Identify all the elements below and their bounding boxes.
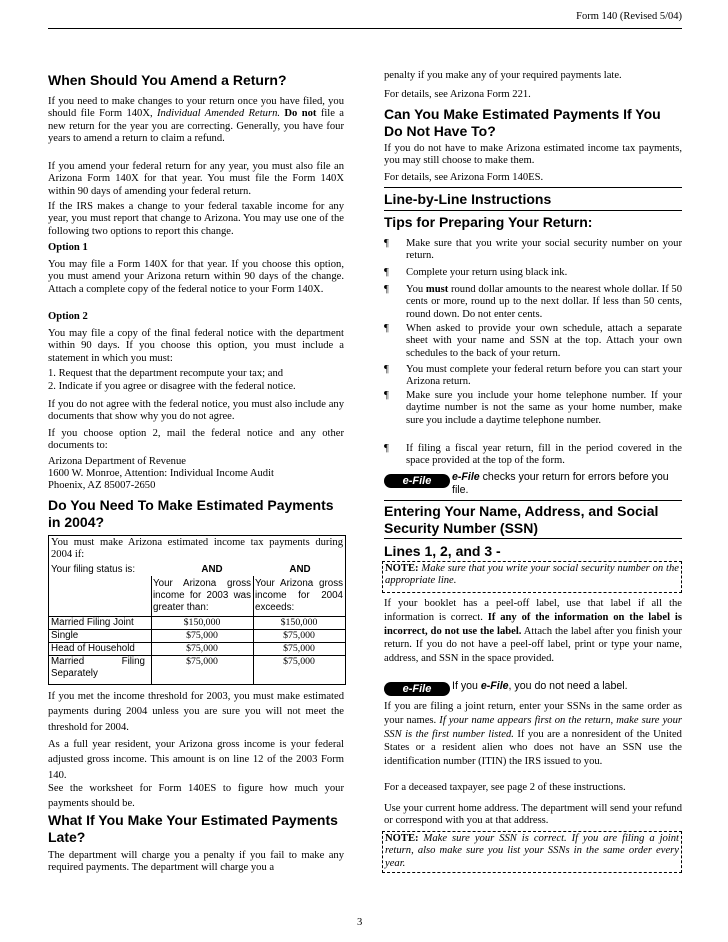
row-2004-threshold: $75,000 [283, 656, 315, 667]
row-status: Married Filing Joint [51, 617, 134, 628]
row-2004-threshold: $150,000 [280, 617, 318, 628]
page-number: 3 [357, 917, 363, 928]
and-label-1: AND [201, 564, 223, 575]
section-rule [384, 187, 682, 188]
pilcrow-icon: ¶ [384, 323, 389, 334]
joint-italic: If your name appears first on the return, make sure your SSN is the first number listed. [384, 714, 682, 740]
note-box-ssn [382, 561, 682, 593]
tip-2: Complete your return using black ink. [406, 267, 568, 278]
filing-status-label: Your filing status is: [51, 564, 136, 575]
peel-b: Attach the label after you finish your return. If you do not have a peel-off label, print or type your name, address, and SSN in the space provided. [384, 625, 682, 665]
row-status: Head of Household [51, 643, 135, 654]
estimated-payments-table [48, 535, 346, 685]
address-line-2: 1600 W. Monroe, Attention: Individual Income Audit [48, 468, 274, 479]
form-140x-title: Individual Amended Return. [157, 108, 281, 120]
row-2003-threshold: $75,000 [186, 656, 218, 667]
note-2 [385, 833, 679, 870]
pilcrow-icon: ¶ [384, 364, 389, 375]
lines-heading: Lines 1, 2, and 3 - [384, 543, 501, 559]
efile2-a: If you [452, 680, 478, 692]
efile2-b: , you do not need a label. [508, 680, 628, 692]
peel-a: If your booklet has a peel-off label, use that label if all the information is correct. [384, 598, 682, 623]
tip-4: When asked to provide your own schedule, attach a separate sheet with your name and SSN at the top. Attach your own schedules to the back of your return. [406, 323, 682, 359]
list-item-1: 1. Request that the department recompute your tax; and [48, 368, 284, 379]
note-1-text: Make sure that you write your social security number on the appropriate line. [385, 563, 679, 587]
late-heading: What If You Make Your Estimated Payments Late? [48, 812, 338, 845]
note-label: NOTE: [385, 563, 419, 574]
estimated-paragraph-2: As a full year resident, your Arizona gross income is your federal adjusted gross income. This amount is on line 12 of the 2003 Form 140. [48, 739, 344, 781]
pilcrow-icon: ¶ [384, 284, 389, 295]
tip-7: If filing a fiscal year return, fill in the period covered in the space provided at the top of the form. [406, 443, 682, 467]
late-details: For details, see Arizona Form 221. [384, 89, 531, 100]
tip-3b: round dollar amounts to the nearest whole dollar. If 50 cents or more, round up to the next dollar. If less than 50 cents, round down. Do not enter cents. [406, 284, 683, 320]
pilcrow-icon: ¶ [384, 443, 389, 454]
note-box-ssn-order [382, 831, 682, 873]
amend-paragraph-1 [48, 96, 344, 146]
peel-off-paragraph [384, 597, 682, 666]
row-2003-threshold: $150,000 [183, 617, 221, 628]
note-2-text: Make sure your SSN is correct. If you are filing a joint return, also make sure you list your SSNs in the same order every year. [385, 833, 679, 869]
tip-3 [406, 284, 682, 321]
amend-heading: When Should You Amend a Return? [48, 72, 287, 88]
tip-5: You must complete your federal return before you can start your Arizona return. [406, 364, 682, 388]
late-paragraph: The department will charge you a penalty if you fail to make any required payments. The department will charge you a [48, 850, 344, 874]
address-paragraph: Use your current home address. The department will send your refund or correspond with you at that address. [384, 803, 682, 827]
efile-note-text: checks your return for errors before you file. [452, 471, 669, 496]
row-status: Single [51, 630, 79, 641]
estimated-heading: Do You Need To Make Estimated Payments in 2004? [48, 497, 334, 530]
list-item-2: 2. Indicate if you agree or disagree with the federal notice. [48, 381, 296, 392]
e-file-badge: e-File [384, 682, 450, 696]
row-2004-threshold: $75,000 [283, 630, 315, 641]
amend-paragraph-2: If you amend your federal return for any year, you must also file an Arizona Form 140X for that year. You must file the Form 140X within 90 days of amending your federal return. [48, 161, 344, 197]
amend-p1a: If you need to make changes to your return once you have filed, you should file Form 140X, [48, 96, 344, 120]
tips-heading: Tips for Preparing Your Return: [384, 214, 593, 230]
section-rule [384, 500, 682, 501]
and-label-2: AND [289, 564, 311, 575]
option-1-label: Option 1 [48, 242, 88, 253]
entering-heading: Entering Your Name, Address, and Social Security Number (SSN) [384, 503, 659, 536]
efile2-emphasis: e-File [480, 680, 509, 692]
can-make-heading: Can You Make Estimated Payments If You Do Not Have To? [384, 106, 661, 139]
pilcrow-icon: ¶ [384, 238, 389, 249]
col-2004-header: Your Arizona gross income for 2004 exceeds: [255, 578, 343, 613]
amend-paragraph-4: If you do not agree with the federal notice, you must also include any documents that show why you do not agree. [48, 399, 344, 423]
section-rule [384, 210, 682, 211]
line-by-line-heading: Line-by-Line Instructions [384, 191, 552, 207]
must-emphasis: must [425, 284, 449, 295]
late-continued: penalty if you make any of your required payments late. [384, 70, 622, 81]
table-divider [151, 576, 152, 684]
address-line-1: Arizona Department of Revenue [48, 456, 186, 467]
row-2003-threshold: $75,000 [186, 630, 218, 641]
joint-return-paragraph [384, 700, 682, 769]
efile-label-note [452, 680, 628, 693]
joint-a: If you are filing a joint return, enter your SSNs in the same order as your names. [384, 701, 682, 726]
estimated-paragraph-1: If you met the income threshold for 2003, you must make estimated payments during 2004 unless you are sure you will not meet the threshold for 2004. [48, 691, 344, 733]
option-2-text: You may file a copy of the final federal notice with the department within 90 days. If you choose this option, you must include a statement in which you must: [48, 328, 344, 364]
tip-3a: You [406, 284, 424, 295]
table-intro: You must make Arizona estimated income tax payments during 2004 if: [51, 537, 343, 561]
pilcrow-icon: ¶ [384, 390, 389, 401]
row-2004-threshold: $75,000 [283, 643, 315, 654]
amend-paragraph-5: If you choose option 2, mail the federal notice and any other documents to: [48, 428, 344, 452]
amend-p1b: file a new return for the year you are correcting. Generally, you have four years to amend a return to claim a refund. [48, 108, 345, 145]
option-1-text: You may file a Form 140X for that year. If you choose this option, you must amend your Arizona return within 90 days of the change. Attach a complete copy of the federal notice to your Form 140X. [48, 259, 344, 295]
form-label: Form 140 (Revised 5/04) [576, 11, 682, 22]
joint-b: If you are a nonresident of the United States or a resident alien who does not have an SSN use the identification number (ITIN) the IRS issued to you. [384, 728, 682, 768]
can-make-paragraph: If you do not have to make Arizona estimated income tax payments, you may still choose to make them. [384, 143, 682, 167]
do-not-emphasis: Do not [284, 108, 317, 120]
efile-emphasis: e-File [452, 471, 480, 483]
row-status: Married Filing Separately [51, 656, 145, 679]
tip-1: Make sure that you write your social security number on your return. [406, 238, 682, 262]
row-2003-threshold: $75,000 [186, 643, 218, 654]
header-rule [48, 28, 682, 29]
col-2003-header: Your Arizona gross income for 2003 was greater than: [153, 578, 251, 613]
option-2-label: Option 2 [48, 311, 88, 322]
e-file-badge: e-File [384, 474, 450, 488]
address-line-3: Phoenix, AZ 85007-2650 [48, 480, 156, 491]
pilcrow-icon: ¶ [384, 267, 389, 278]
section-rule [384, 538, 682, 539]
efile-note [452, 471, 682, 497]
peel-warning: If any of the information on the label is incorrect, do not use the label. [384, 611, 682, 637]
table-divider [253, 576, 254, 684]
estimated-paragraph-3: See the worksheet for Form 140ES to figure how much your payments should be. [48, 783, 344, 810]
deceased-paragraph: For a deceased taxpayer, see page 2 of these instructions. [384, 782, 626, 793]
note-label: NOTE: [385, 833, 419, 844]
can-make-details: For details, see Arizona Form 140ES. [384, 172, 544, 183]
amend-paragraph-3: If the IRS makes a change to your federal taxable income for any year, you must report that change to Arizona. You may use one of the following two options to report this change. [48, 201, 344, 237]
tip-6: Make sure you include your home telephone number. If your daytime number is not the same as your home number, make sure you include a daytime telephone number. [406, 390, 682, 426]
note-1 [385, 563, 679, 588]
